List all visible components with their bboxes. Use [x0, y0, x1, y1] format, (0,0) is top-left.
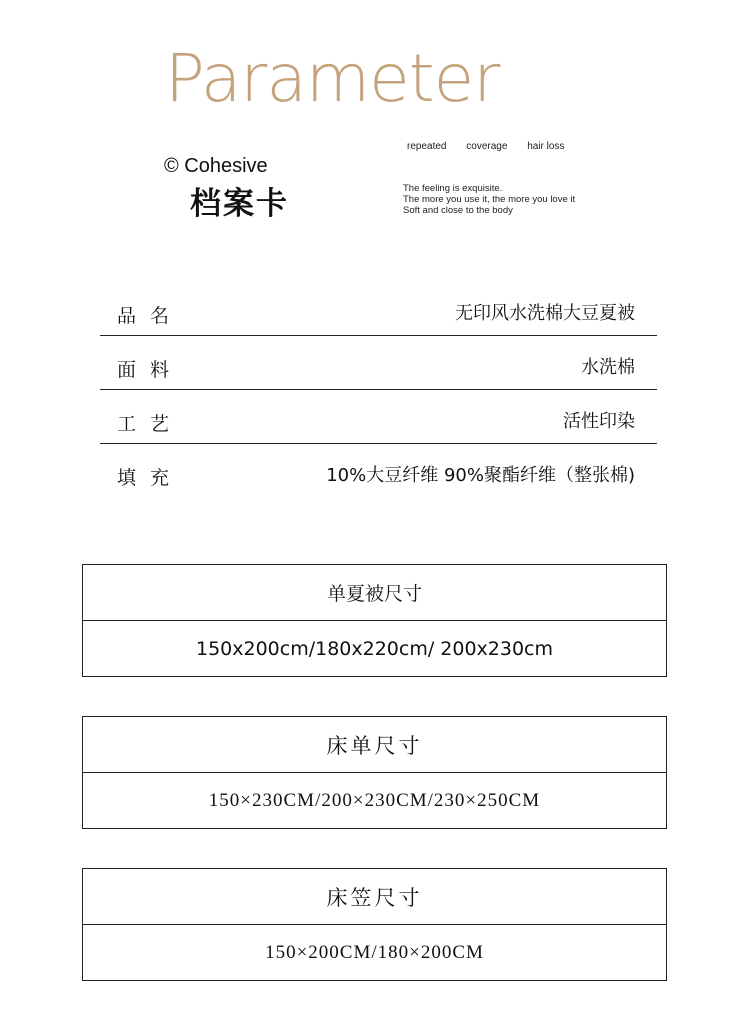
tag: repeated [407, 141, 447, 152]
size-box-sheet [82, 716, 667, 829]
tag: hair loss [527, 141, 565, 152]
tagline-line: Soft and close to the body [403, 205, 513, 216]
size-box-value: 150×200CM/180×200CM [265, 941, 484, 963]
spec-row-craft [100, 389, 657, 444]
spec-label: 工艺 [117, 413, 184, 435]
spec-value: 水洗棉 [581, 357, 635, 378]
size-box-title: 床单尺寸 [83, 717, 666, 773]
tagline-line: The more you use it, the more you love it [403, 194, 576, 205]
tagline-line: The feeling is exquisite. [403, 183, 503, 194]
spec-value: 10%大豆纤维 90%聚酯纤维（整张棉) [326, 465, 635, 486]
page-title: Parameter [165, 40, 500, 117]
size-box-value: 150x200cm/180x220cm/ 200x230cm [195, 637, 554, 660]
spec-label: 填充 [117, 467, 184, 489]
brand-name: © Cohesive [164, 155, 268, 177]
spec-value: 无印风水洗棉大豆夏被 [455, 303, 635, 324]
size-box-fitted-sheet [82, 868, 667, 981]
spec-row-fabric [100, 335, 657, 390]
spec-label: 面料 [117, 359, 184, 381]
size-box-title: 单夏被尺寸 [83, 565, 666, 621]
size-box-quilt [82, 564, 667, 677]
size-box-value: 150×230CM/200×230CM/230×250CM [208, 789, 541, 811]
spec-label: 品名 [117, 305, 184, 327]
spec-value: 活性印染 [563, 411, 635, 432]
size-box-title: 床笠尺寸 [83, 869, 666, 925]
spec-row-filling [100, 443, 657, 497]
spec-row-name [100, 281, 657, 336]
tagline [403, 183, 575, 216]
tag-row [407, 141, 581, 152]
tag: coverage [466, 141, 508, 152]
brand-subtitle: 档案卡 [190, 186, 289, 222]
